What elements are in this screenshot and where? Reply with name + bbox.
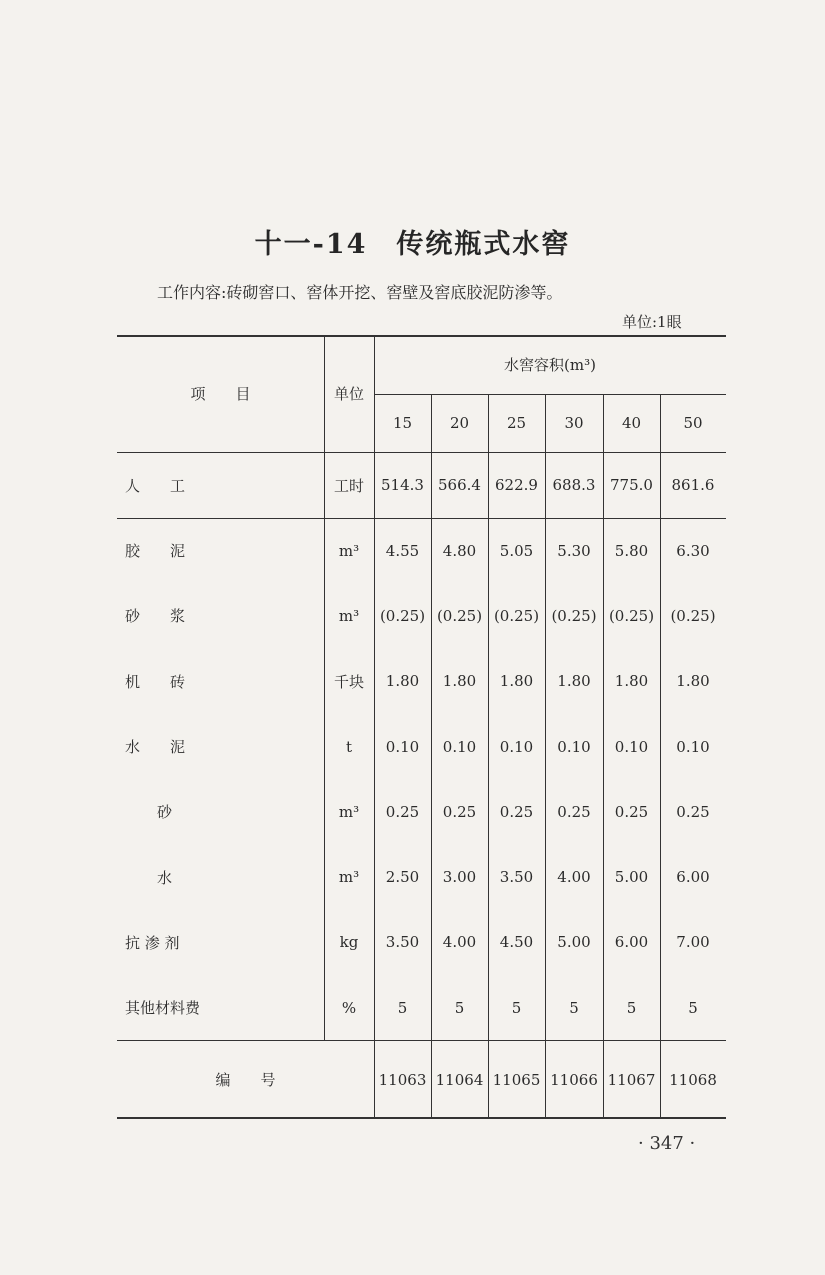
- header-volume-40: 40: [621, 414, 642, 432]
- material-value: 0.25: [676, 802, 710, 821]
- row-label-material: 砂: [157, 803, 173, 822]
- header-volume-50: 50: [683, 414, 703, 432]
- material-value: 6.30: [676, 541, 710, 560]
- material-value: 5: [454, 998, 465, 1017]
- material-value: (0.25): [608, 606, 655, 625]
- row-unit-material: t: [345, 737, 353, 756]
- labor-value: 688.3: [552, 476, 596, 494]
- material-value: 0.10: [385, 737, 420, 756]
- row-unit-material: m³: [338, 802, 360, 821]
- material-value: 1.80: [676, 672, 710, 691]
- material-value: 4.00: [557, 868, 591, 887]
- row-unit-material: m³: [338, 868, 360, 887]
- material-value: 1.80: [557, 672, 591, 691]
- material-value: 5: [626, 998, 637, 1017]
- header-volume-15: 15: [392, 414, 413, 432]
- header-volume-25: 25: [506, 414, 527, 432]
- code-value: 11065: [492, 1070, 541, 1089]
- unit-note: 单位:1眼: [622, 313, 682, 331]
- labor-value: 775.0: [610, 476, 653, 494]
- material-value: (0.25): [436, 606, 483, 625]
- material-value: 0.25: [614, 802, 649, 821]
- labor-value: 622.9: [495, 476, 538, 494]
- material-value: 0.25: [442, 802, 477, 821]
- code-value: 11063: [378, 1070, 427, 1089]
- material-value: 0.25: [385, 802, 420, 821]
- material-value: 5: [511, 998, 522, 1017]
- material-value: 7.00: [676, 933, 710, 952]
- labor-value: 514.3: [381, 476, 424, 494]
- row-unit-material: m³: [338, 541, 360, 560]
- header-volume-group: 水窖容积(m³): [504, 356, 596, 374]
- code-value: 11066: [550, 1070, 598, 1089]
- material-value: 2.50: [385, 868, 420, 887]
- material-value: 5: [397, 998, 408, 1017]
- row-label-material: 水 泥: [125, 738, 186, 757]
- row-label-material: 机 砖: [125, 672, 186, 691]
- material-value: 5.05: [499, 541, 534, 560]
- row-unit-labor: 工时: [333, 476, 364, 495]
- row-label-material: 抗 渗 剂: [125, 933, 180, 952]
- code-value: 11067: [607, 1070, 656, 1089]
- material-value: 4.80: [442, 541, 477, 560]
- row-unit-material: %: [341, 998, 357, 1017]
- material-value: 3.50: [499, 868, 534, 887]
- quota-table: [117, 335, 726, 1119]
- row-unit-material: 千块: [333, 672, 364, 691]
- header-volume-20: 20: [449, 414, 470, 432]
- material-value: 0.25: [499, 802, 534, 821]
- row-label-material: 其他材料费: [125, 999, 201, 1018]
- material-value: 6.00: [676, 868, 710, 887]
- material-value: (0.25): [379, 606, 426, 625]
- code-row-label: 编 号: [215, 1071, 276, 1090]
- material-value: 0.10: [499, 737, 534, 756]
- material-value: 5.80: [614, 541, 649, 560]
- header-unit: 单位: [333, 385, 364, 403]
- row-label-material: 砂 浆: [125, 607, 186, 626]
- material-value: 1.80: [442, 672, 477, 691]
- header-item: 项 目: [190, 385, 251, 403]
- labor-value: 861.6: [671, 476, 715, 494]
- material-value: 0.10: [442, 737, 477, 756]
- material-value: 3.50: [385, 933, 420, 952]
- material-value: 4.00: [442, 933, 477, 952]
- material-value: 5.00: [557, 933, 591, 952]
- material-value: 0.10: [557, 737, 591, 756]
- code-value: 11064: [435, 1070, 484, 1089]
- material-value: 1.80: [385, 672, 420, 691]
- material-value: (0.25): [493, 606, 540, 625]
- header-volume-30: 30: [564, 414, 584, 432]
- row-unit-material: m³: [338, 606, 360, 625]
- code-value: 11068: [669, 1070, 717, 1089]
- material-value: 4.55: [385, 541, 420, 560]
- work-content-text: 工作内容:砖砌窖口、窖体开挖、窖壁及窖底胶泥防渗等。: [157, 283, 563, 302]
- material-value: 5: [569, 998, 579, 1017]
- row-label-material: 水: [157, 868, 173, 887]
- material-value: (0.25): [670, 606, 716, 625]
- row-label-labor: 人 工: [125, 476, 186, 495]
- page-title: 十一-14 传统瓶式水窖: [254, 229, 571, 260]
- material-value: 4.50: [499, 933, 534, 952]
- material-value: 0.10: [676, 737, 710, 756]
- material-value: 1.80: [614, 672, 649, 691]
- material-value: 0.10: [614, 737, 649, 756]
- material-value: 6.00: [614, 933, 649, 952]
- material-value: 5.00: [614, 868, 649, 887]
- material-value: 3.00: [442, 868, 477, 887]
- material-value: 5: [688, 998, 698, 1017]
- labor-value: 566.4: [438, 476, 481, 494]
- material-value: (0.25): [551, 606, 597, 625]
- material-value: 5.30: [557, 541, 591, 560]
- page-number: · 347 ·: [638, 1133, 696, 1154]
- row-unit-material: kg: [339, 933, 359, 952]
- material-value: 0.25: [557, 802, 591, 821]
- row-label-material: 胶 泥: [125, 542, 186, 561]
- material-value: 1.80: [499, 672, 534, 691]
